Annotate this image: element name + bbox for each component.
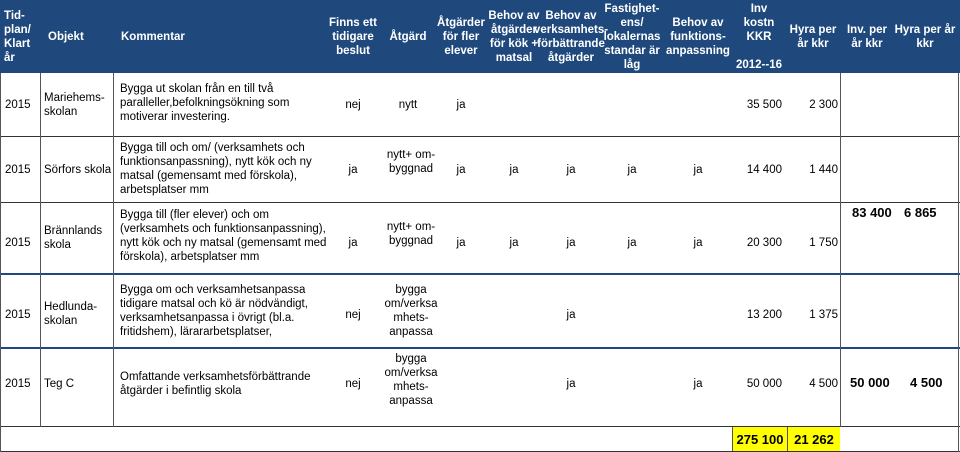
header-rent: Hyra per år kkr (789, 23, 837, 50)
row2-object: Sörfors skola (44, 164, 112, 176)
header-inv-cost: Inv kostn KKR 2012--16 (735, 2, 783, 71)
row1-object: Mariehems-skolan (44, 92, 105, 118)
row4-activity: ja (566, 309, 576, 321)
col-divider (40, 73, 41, 427)
col-divider (840, 73, 841, 427)
row3-decided: ja (348, 237, 358, 249)
header-decided: Finns ett tidigare beslut (329, 16, 377, 57)
header-function: Behov av funktions-anpassning (666, 16, 730, 57)
row1-year: 2015 (5, 99, 31, 111)
row4-action: bygga om/verksa mhets-anpassa (384, 284, 438, 338)
row-divider (0, 202, 960, 203)
row3-premises: ja (627, 237, 637, 249)
row5-comment: Omfattande verksamhetsförbättrande åtgärder i befintlig skola (120, 371, 311, 397)
teg-rent-per-year: 4 500 (910, 375, 943, 390)
row3-action: nytt+ om-byggnad (386, 221, 436, 247)
header-rent-2: Hyra per år kkr (894, 23, 956, 50)
row2-rent: 1 440 (809, 164, 838, 176)
row4-comment: Bygga om och verksamhetsanpassa tidigare matsal och kö är nödvändigt, verksamhetsanpassa i övrigt (bl.a. fritidshem), lärararbetsplatser, (120, 284, 308, 338)
row5-function: ja (693, 378, 703, 390)
row-divider (0, 273, 960, 275)
row4-year: 2015 (5, 309, 31, 321)
row1-rent: 2 300 (809, 99, 838, 111)
row3-object: Brännlands skola (44, 225, 103, 251)
row1-comment: Bygga ut skolan från en till två paralleller,befolkningsökning som motiverar investering. (120, 83, 290, 123)
teg-inv-per-year: 50 000 (850, 375, 890, 390)
row2-year: 2015 (5, 164, 31, 176)
row2-comment: Bygga till och om/ (verksamhets och funktionsanpassning), nytt kök och ny matsal (gemensamt med förskola), arbetsplatser mm (120, 142, 312, 196)
header-comment: Kommentar (121, 30, 185, 43)
row5-object: Teg C (44, 378, 75, 390)
col-divider (113, 73, 114, 427)
header-premises: Fastighet-ens/ lokalernas standar är låg (603, 2, 661, 71)
row5-activity: ja (566, 378, 576, 390)
row3-function: ja (693, 237, 703, 249)
row3-activity: ja (566, 237, 576, 249)
row2-action: nytt+ om-byggnad (386, 149, 436, 175)
header-year: Tid-plan/ Klart år (4, 9, 31, 64)
row1-more-students: ja (456, 99, 466, 111)
group-inv-per-year: 83 400 (852, 205, 892, 220)
header-inv-per-year: Inv. per år kkr (846, 23, 888, 50)
row2-inv: 14 400 (746, 164, 782, 176)
row2-decided: ja (348, 164, 358, 176)
col-divider (0, 73, 1, 452)
row1-action: nytt (398, 99, 418, 111)
row3-year: 2015 (5, 237, 31, 249)
row4-inv: 13 200 (746, 309, 782, 321)
row4-rent: 1 375 (809, 309, 838, 321)
row-divider (0, 136, 960, 137)
row2-more-students: ja (456, 164, 466, 176)
total-rent: 21 262 (787, 427, 840, 451)
row2-kitchen: ja (509, 164, 519, 176)
row5-decided: nej (345, 378, 361, 390)
header-activity-improve: Behov av verksamhets-förbättrande åtgärder (533, 9, 609, 64)
row5-rent: 4 500 (809, 378, 838, 390)
row5-year: 2015 (5, 378, 31, 390)
row2-activity: ja (566, 164, 576, 176)
row4-decided: nej (345, 309, 361, 321)
row3-kitchen: ja (509, 237, 519, 249)
row4-object: Hedlunda-skolan (44, 301, 98, 327)
row2-function: ja (693, 164, 703, 176)
group-rent-per-year: 6 865 (904, 205, 937, 220)
row1-inv: 35 500 (746, 99, 782, 111)
header-more-students: Åtgärder för fler elever (437, 16, 485, 57)
col-divider (958, 73, 959, 452)
row3-rent: 1 750 (809, 237, 838, 249)
header-kitchen: Behov av åtgärder för kök + matsal (488, 9, 540, 64)
row5-inv: 50 000 (746, 378, 782, 390)
row5-action: bygga om/verksa mhets-anpassa (384, 353, 438, 407)
row3-inv: 20 300 (746, 237, 782, 249)
header-action: Åtgärd (389, 30, 427, 43)
row1-decided: nej (345, 99, 361, 111)
header-object: Objekt (48, 30, 84, 43)
total-inv: 275 100 (732, 427, 787, 451)
row-divider (0, 347, 960, 349)
row3-more-students: ja (456, 237, 466, 249)
row2-premises: ja (627, 164, 637, 176)
row3-comment: Bygga till (fler elever) och om (verksamhets och funktionsanpassning), nytt kök och ny matsal (gemensamt med förskola), arbetsplatser mm (120, 209, 327, 263)
